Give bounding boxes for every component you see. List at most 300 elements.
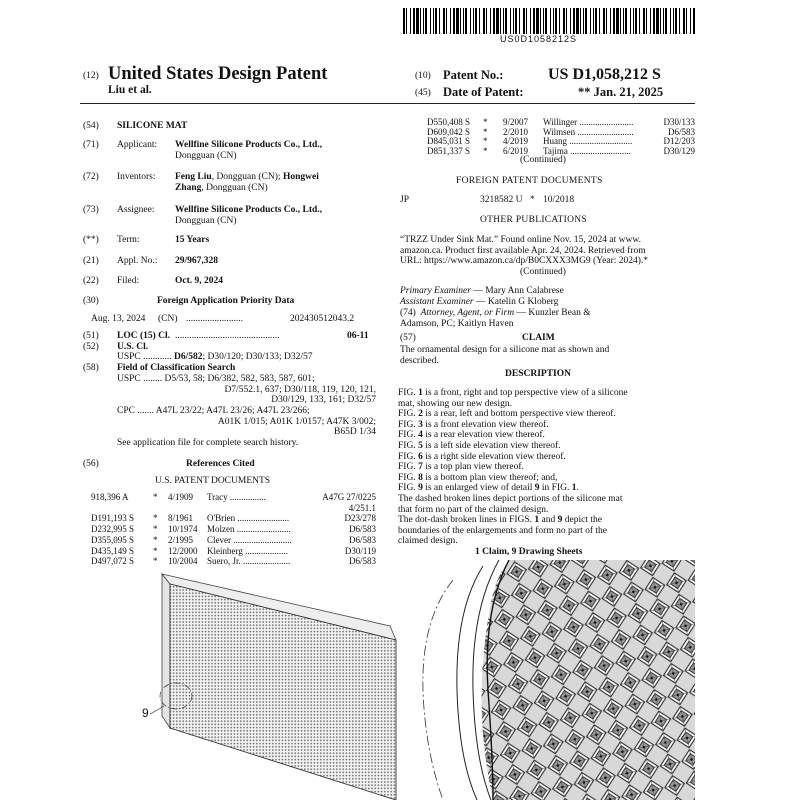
barcode-bar [515, 8, 517, 34]
ref-class: D12/203 [663, 136, 695, 147]
barcode-bar [656, 8, 659, 34]
foreign-heading: FOREIGN PATENT DOCUMENTS [456, 176, 603, 186]
ref-date: 12/2000 [168, 545, 198, 556]
claim-line-1: The ornamental design for a silicone mat as shown and [400, 345, 610, 355]
ref-class: D6/583 [349, 534, 376, 545]
barcode-bar [590, 8, 591, 34]
barcode-bar [580, 8, 581, 34]
figure-number: 6 [418, 451, 423, 462]
barcode-bar [543, 8, 544, 34]
primary-examiner-name: — Mary Ann Calabrese [470, 286, 564, 296]
filed-index: (22) [83, 276, 99, 286]
barcode-bar [583, 8, 584, 34]
figure-number: 7 [418, 462, 423, 473]
ref-name: Tracy ................ [207, 492, 266, 502]
barcode-bar [465, 8, 467, 34]
barcode-bar [526, 8, 527, 34]
other-pubs-continued: (Continued) [520, 267, 566, 277]
loc-index: (51) [83, 331, 99, 341]
inventor-location: , Dongguan (CN) [201, 183, 268, 193]
barcode-bar [435, 8, 437, 34]
barcode-bar [673, 8, 674, 34]
barcode-bar [623, 8, 624, 34]
header-rule [80, 103, 695, 104]
term-index: (**) [83, 235, 99, 245]
barcode-bar [646, 8, 647, 34]
ref-name: Willinger ........................ [543, 117, 634, 127]
invention-title: SILICONE MAT [117, 121, 188, 131]
uscl-line [117, 352, 313, 363]
applicant-line-2: Dongguan (CN) [175, 151, 237, 161]
ref-date: 2/1995 [168, 534, 194, 545]
ref-cited-by-examiner: * [483, 126, 488, 137]
ref-date: 10/2004 [168, 556, 198, 567]
description-line [398, 515, 628, 526]
barcode-bar [686, 8, 687, 34]
ref-date: 10/1974 [168, 524, 198, 535]
applicant-line-1: Wellfine Silicone Products Co., Ltd., [175, 140, 323, 150]
barcode-bar [603, 8, 605, 34]
description-text-segment: is a top plan view thereof. [422, 462, 524, 473]
uscl-secondary: ; D30/120; D30/133; D32/57 [202, 352, 313, 362]
ref-class: D30/129 [663, 145, 695, 156]
applicant-index: (71) [83, 140, 99, 150]
figure-number: 2 [418, 409, 423, 420]
ref-name: Huang ............................ [543, 136, 633, 147]
barcode-bar [505, 8, 507, 34]
barcode-bar [475, 8, 477, 34]
description-text-segment: is a front elevation view thereof. [422, 419, 549, 430]
ref-cited-by-examiner: * [483, 145, 488, 156]
ref-class: D23/278 [344, 513, 376, 524]
barcode-bar [650, 8, 651, 34]
description-text-segment: . [576, 483, 579, 494]
barcode-bar [430, 8, 431, 34]
barcode-bar [463, 8, 464, 34]
ref-patent-number: D355,095 S [91, 534, 135, 545]
figure-number: 4 [418, 430, 423, 441]
ref-date: 8/1961 [168, 513, 194, 524]
barcode-bar [660, 8, 661, 34]
description-line [398, 420, 628, 431]
assistant-examiner [400, 297, 558, 308]
claim-text [400, 345, 609, 366]
description-text-segment: FIG. [398, 430, 419, 441]
ref-name: Molzen ........................ [207, 524, 291, 535]
claims-summary: 1 Claim, 9 Drawing Sheets [475, 547, 583, 557]
ref-date: 2/2010 [503, 126, 529, 137]
ref-cited-by-examiner: * [153, 545, 158, 556]
priority-date: Aug. 13, 2024 [91, 314, 146, 324]
description-text-segment: is a right side elevation view thereof. [422, 451, 566, 462]
barcode-bar [683, 8, 685, 34]
primary-examiner [400, 286, 564, 297]
refs-heading: References Cited [186, 459, 255, 469]
ref-patent-number: D191,193 S [91, 513, 135, 524]
description-text-segment: FIG. [398, 462, 419, 473]
mat-face [170, 584, 396, 800]
barcode-bar [606, 8, 607, 34]
barcode-bar [635, 8, 637, 34]
other-pubs-line-1: “TRZZ Under Sink Mat.” Found online Nov. 15, 2024 at www. [400, 235, 641, 245]
barcode-bar [693, 8, 695, 34]
barcode-bar [500, 8, 501, 34]
ref-patent-number: D851,337 S [427, 145, 471, 156]
description-line [398, 441, 628, 452]
term-value: 15 Years [175, 235, 210, 245]
figure-number: 5 [418, 440, 423, 451]
assignee-label: Assignee: [117, 205, 155, 215]
description-line [398, 388, 628, 399]
refs-continued: (Continued) [520, 155, 566, 165]
barcode-bar [490, 8, 491, 34]
figure-9-enlarged-detail [413, 560, 695, 800]
description-line [398, 483, 628, 494]
ref-name: Clever .......................... [207, 534, 292, 545]
description-text-segment: is a bottom plan view thereof; and, [422, 472, 558, 483]
foreign-star: * [530, 195, 535, 205]
barcode-bar [513, 8, 514, 34]
ref-cited-by-examiner: * [153, 556, 158, 567]
loc-dots: ............................................ [175, 331, 280, 341]
foreign-country: JP [400, 195, 409, 205]
ref-cited-by-examiner: * [153, 513, 158, 524]
field-line-1: USPC ........ D5/53, 58; D6/382, 582, 583, 587, 601; [117, 374, 315, 384]
inventor-name: Hongwei [282, 172, 319, 182]
date-of-patent-label: Date of Patent: [443, 85, 524, 99]
description-text-segment: and [539, 515, 558, 526]
date-of-patent-index: (45) [415, 88, 431, 98]
description-line [398, 526, 628, 537]
description-text-segment: is a left side elevation view thereof. [422, 440, 561, 451]
barcode-bar [486, 8, 487, 34]
ref-date: 9/2007 [503, 117, 529, 127]
assignee-line-1: Wellfine Silicone Products Co., Ltd., [175, 205, 323, 215]
figure-number: 9 [418, 483, 423, 494]
figure-1-mat-perspective [140, 566, 400, 800]
ref-name: Tajima ........................... [543, 145, 631, 156]
attorney-index: (74) [400, 308, 416, 318]
barcode-bar [503, 8, 504, 34]
mat-outer-edge [457, 566, 483, 800]
description-text-segment: boundaries of the enlargements and form no part of the [398, 525, 608, 536]
field-index: (58) [83, 363, 99, 373]
barcode-bar [423, 8, 424, 34]
barcode-bar [473, 8, 474, 34]
us-patent-docs-heading: U.S. PATENT DOCUMENTS [155, 476, 271, 486]
barcode-bar [456, 8, 459, 34]
description-line [398, 462, 628, 473]
barcode-bar [595, 8, 597, 34]
barcode-bar [665, 8, 667, 34]
detail-label-9: 9 [142, 706, 149, 720]
description-text-segment: in FIG. [539, 483, 572, 494]
barcode-bar [510, 8, 511, 34]
barcode-bar [643, 8, 645, 34]
description-line [398, 505, 628, 516]
description-line [398, 473, 628, 484]
figure-number: 1 [571, 483, 577, 494]
barcode-bar [493, 8, 495, 34]
other-pubs-line-3: URL: https://www.amazon.ca/dp/B0CXXX3MG9 (Year: 2024).* [400, 256, 649, 267]
barcode-bar [690, 8, 691, 34]
loc-value: 06-11 [347, 331, 369, 341]
ref-class: D30/119 [344, 545, 376, 556]
barcode-bar [530, 8, 531, 34]
barcode-bar [533, 8, 535, 34]
ref-cited-by-examiner: * [153, 534, 158, 545]
barcode-bar [460, 8, 461, 34]
description-text-segment: is a rear elevation view thereof. [422, 430, 545, 441]
priority-number: 202430512043.2 [290, 314, 355, 324]
figure-number: 1 [534, 515, 540, 526]
barcode-bar [559, 8, 560, 34]
attorney-line-1: — Kunzler Bean & [514, 308, 591, 318]
barcode-bar [433, 8, 434, 34]
ref-class: D6/583 [349, 556, 376, 567]
barcode-bar [413, 8, 415, 34]
ref-cited-by-examiner: * [483, 117, 488, 127]
title-index: (54) [83, 121, 99, 131]
barcode-bar [675, 8, 677, 34]
figure-number: 8 [418, 472, 423, 483]
barcode-bar [570, 8, 571, 34]
ref-date: 4/1909 [168, 492, 194, 502]
ref-class: A47G 27/0225 [322, 492, 376, 502]
description-text-segment: mat, showing our new design. [398, 398, 512, 409]
uscl-label: U.S. Cl. [117, 342, 149, 352]
other-pubs-heading: OTHER PUBLICATIONS [480, 215, 588, 225]
refs-index: (56) [83, 459, 99, 469]
ref-patent-number: D550,408 S [427, 117, 471, 127]
description-text-segment: The dashed broken lines depict portions of the silicone mat [398, 493, 623, 504]
barcode-bar [610, 8, 611, 34]
barcode-bar [613, 8, 615, 34]
barcode-bar [403, 8, 405, 34]
claim-index: (57) [400, 333, 416, 343]
barcode-bar [553, 8, 554, 34]
description-text-segment: that form no part of the claimed design. [398, 504, 549, 515]
barcode-bar [540, 8, 541, 34]
description-text-segment: is a front, right and top perspective view of a silicone [422, 388, 628, 398]
barcode-bar [470, 8, 471, 34]
barcode-bar [670, 8, 671, 34]
field-line-4: CPC ....... A47L 23/22; A47L 23/26; A47L 23/266; [117, 406, 310, 416]
foreign-date: 10/2018 [543, 195, 575, 205]
inventors-line-1 [175, 172, 319, 182]
appl-value: 29/967,328 [175, 256, 219, 266]
diamond-texture [413, 560, 695, 800]
description-line [398, 430, 628, 441]
term-label: Term: [117, 235, 140, 245]
inventor-short: Liu et al. [108, 84, 152, 96]
field-line-5: A01K 1/015; A01K 1/0157; A47K 3/002; [217, 417, 376, 427]
claim-heading: CLAIM [522, 333, 555, 343]
barcode-bar [599, 8, 600, 34]
description-line [398, 494, 628, 505]
ref-patent-number: D232,995 S [91, 524, 135, 535]
inventors-index: (72) [83, 172, 99, 182]
description-line [398, 536, 628, 547]
ref-cited-by-examiner: * [153, 492, 158, 502]
barcode-bar [439, 8, 440, 34]
patent-number-index: (10) [415, 71, 431, 81]
barcode-bar [406, 8, 407, 34]
inventors-label: Inventors: [117, 172, 156, 182]
description-text-segment: FIG. [398, 419, 419, 430]
ref-name: O'Brien ....................... [207, 513, 290, 524]
other-pubs-line-2: amazon.ca. Product first available Apr. 24, 2024. Retrieved from [400, 245, 646, 256]
barcode-bar [585, 8, 587, 34]
patent-type-title: United States Design Patent [108, 64, 328, 84]
priority-dots: ........................ [186, 314, 243, 324]
ref-class: D30/133 [663, 117, 695, 127]
ref-patent-number: D435,149 S [91, 545, 135, 556]
description-text [398, 388, 628, 547]
barcode-bar [410, 8, 411, 34]
description-text-segment: FIG. [398, 483, 419, 494]
description-text-segment: FIG. [398, 472, 419, 483]
description-text-segment: claimed design. [398, 536, 458, 547]
ref-class: D6/583 [668, 126, 695, 137]
description-text-segment: is an enlarged view of detail [422, 483, 535, 494]
description-text-segment: is a rear, left and bottom perspective view thereof. [422, 409, 616, 420]
filed-value: Oct. 9, 2024 [175, 276, 224, 286]
description-text-segment: FIG. [398, 409, 419, 420]
field-label: Field of Classification Search [117, 363, 236, 373]
primary-examiner-label: Primary Examiner [400, 286, 471, 296]
mat-side-edge [162, 574, 170, 728]
barcode-bar [625, 8, 627, 34]
barcode-bar [653, 8, 655, 34]
claim-line-2: described. [400, 355, 439, 366]
detail-boundary [423, 580, 453, 800]
ref-patent-number: D845,031 S [427, 136, 471, 147]
description-text-segment: FIG. [398, 440, 419, 451]
barcode-bar [566, 8, 567, 34]
ref-date: 4/2019 [503, 136, 529, 147]
description-heading: DESCRIPTION [505, 369, 571, 379]
barcode-bar [576, 8, 579, 34]
ref-date: 6/2019 [503, 145, 529, 156]
ref-patent-number: D609,042 S [427, 126, 471, 137]
barcode-bar [425, 8, 427, 34]
barcode-bar [620, 8, 621, 34]
uscl-prefix: USPC ............ [117, 352, 175, 362]
attorney-line-2: Adamson, PC; Kaitlyn Haven [400, 319, 514, 329]
loc-label: LOC (15) Cl. [117, 331, 171, 341]
barcode-bar [563, 8, 565, 34]
uscl-index: (52) [83, 342, 99, 352]
figure-number: 3 [418, 419, 423, 430]
barcode-bar [633, 8, 634, 34]
field-line-2: D7/552.1, 637; D30/118, 119, 120, 121, [224, 385, 376, 395]
inventor-name: Zhang [175, 183, 202, 193]
patent-type-number: (12) [83, 71, 99, 81]
inventors-line-2 [175, 183, 268, 193]
priority-country: (CN) [158, 314, 178, 324]
assistant-examiner-name: — Katelin G Kloberg [473, 297, 559, 307]
date-of-patent-value: ** Jan. 21, 2025 [578, 85, 664, 99]
priority-heading: Foreign Application Priority Data [157, 296, 295, 306]
barcode-bar [483, 8, 485, 34]
ref-cited-by-examiner: * [153, 524, 158, 535]
priority-index: (30) [83, 296, 99, 306]
barcode-bar [545, 8, 547, 34]
barcode-bar [496, 8, 499, 34]
field-line-3: D30/129, 133, 161; D32/57 [271, 395, 376, 405]
ref-class: 4/251.1 [348, 502, 376, 513]
description-text-segment: depict the [562, 515, 602, 526]
inventor-name: Feng Liu [175, 172, 212, 182]
field-note: See application file for complete search history. [117, 438, 299, 448]
barcode-bar [523, 8, 525, 34]
barcode-bar [573, 8, 575, 34]
description-line [398, 452, 628, 463]
ref-name: Suero, Jr. ..................... [207, 556, 291, 567]
barcode-bar [616, 8, 619, 34]
ref-patent-number: 918,396 A [91, 492, 129, 502]
description-text-segment: FIG. [398, 388, 419, 398]
barcode-bar [416, 8, 419, 34]
barcode-bar [550, 8, 551, 34]
barcode-bar [519, 8, 520, 34]
foreign-number: 3218582 U [480, 195, 523, 205]
ref-patent-number: D497,072 S [91, 556, 135, 567]
inventor-location: , Dongguan (CN); [211, 172, 283, 182]
barcode-bar [446, 8, 447, 34]
barcode-bar [679, 8, 680, 34]
appl-index: (21) [83, 256, 99, 266]
figure-number: 1 [418, 388, 423, 398]
description-line [398, 409, 628, 420]
barcode-caption: US0D1058212S [500, 34, 578, 44]
other-pubs-text [400, 235, 648, 267]
patent-number-value: US D1,058,212 S [548, 66, 661, 83]
uscl-primary: D6/582 [174, 352, 203, 362]
barcode-bar [420, 8, 421, 34]
barcode-bar [630, 8, 631, 34]
barcode-bar [479, 8, 480, 34]
description-line [398, 399, 628, 410]
description-text-segment: The dot-dash broken lines in FIGS. [398, 515, 535, 526]
appl-label: Appl. No.: [117, 256, 158, 266]
figure-number: 9 [534, 483, 540, 494]
assignee-index: (73) [83, 205, 99, 215]
barcode-bar [663, 8, 664, 34]
field-line-6: B65D 1/34 [334, 427, 376, 437]
barcode-bar [453, 8, 455, 34]
ref-cited-by-examiner: * [483, 136, 488, 147]
applicant-label: Applicant: [117, 140, 158, 150]
barcode [403, 8, 695, 34]
ref-class: D6/583 [349, 524, 376, 535]
barcode-bar [593, 8, 594, 34]
barcode-bar [450, 8, 451, 34]
assignee-line-2: Dongguan (CN) [175, 216, 237, 226]
description-text-segment: FIG. [398, 451, 419, 462]
patent-number-label: Patent No.: [443, 68, 504, 82]
figure-number: 9 [557, 515, 563, 526]
barcode-bar [555, 8, 557, 34]
attorney [400, 308, 591, 319]
assistant-examiner-label: Assistant Examiner [400, 297, 474, 307]
ref-name: Wilmsen ......................... [543, 126, 634, 137]
barcode-bar [443, 8, 445, 34]
barcode-bar [536, 8, 539, 34]
ref-name: Kleinberg ................... [207, 545, 288, 556]
barcode-bar [639, 8, 640, 34]
